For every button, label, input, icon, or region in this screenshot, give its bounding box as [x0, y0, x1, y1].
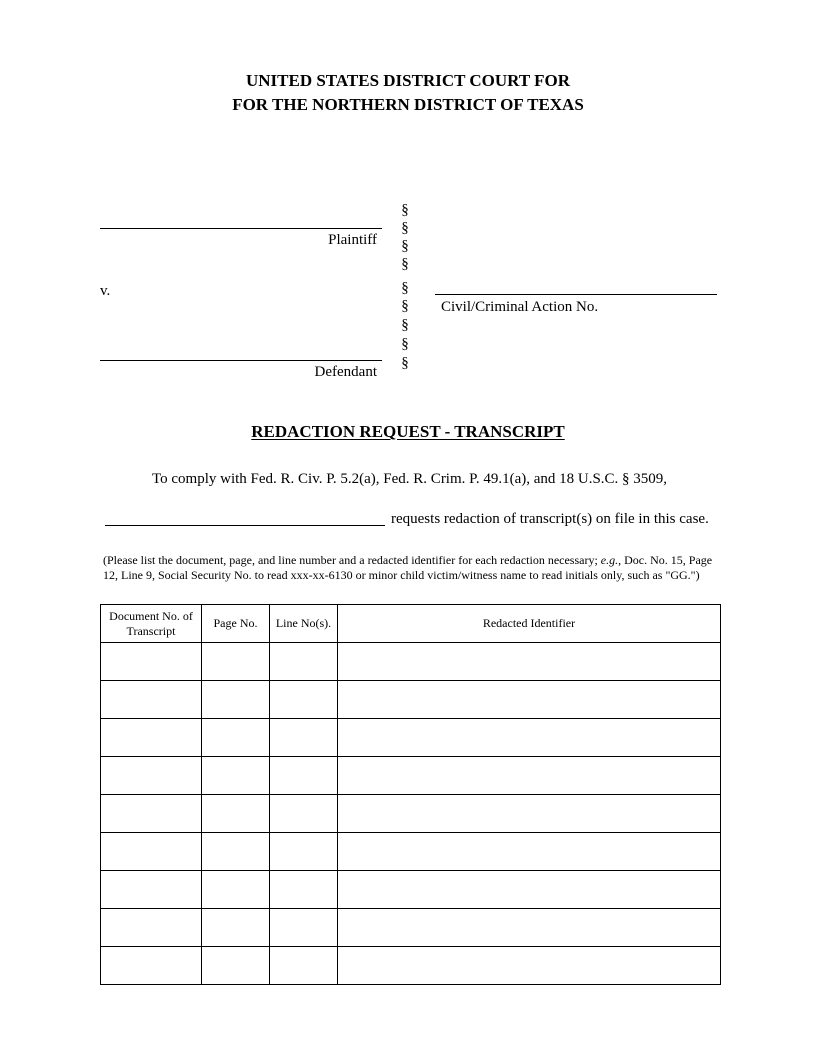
document-no-cell[interactable] — [101, 909, 202, 947]
versus-label: v. — [100, 283, 111, 299]
redacted-identifier-cell[interactable] — [338, 643, 721, 681]
defendant-name-line[interactable] — [100, 360, 382, 361]
action-number-label: Civil/Criminal Action No. — [441, 299, 599, 315]
instructions-part-2: , Doc. No. 15, Page 12, Line 9, Social Security No. to read xxx-xx-6130 or minor child victim/witness name to read initials only, such as "GG.") — [103, 553, 713, 582]
header-redacted-identifier: Redacted Identifier — [338, 605, 721, 643]
table-row — [101, 643, 721, 681]
section-symbol: § — [401, 336, 409, 352]
table-body — [101, 643, 721, 985]
instructions-text — [103, 553, 719, 583]
plaintiff-name-line[interactable] — [100, 228, 382, 229]
instructions-part-1: (Please list the document, page, and line number and a redacted identifier for each redaction necessary; — [103, 553, 601, 567]
line-nos-cell[interactable] — [270, 757, 338, 795]
line-nos-cell[interactable] — [270, 909, 338, 947]
header-page-no: Page No. — [202, 605, 270, 643]
section-symbol: § — [401, 202, 409, 218]
redacted-identifier-cell[interactable] — [338, 795, 721, 833]
redaction-table — [100, 604, 721, 985]
page-no-cell[interactable] — [202, 757, 270, 795]
document-no-cell[interactable] — [101, 643, 202, 681]
section-symbol: § — [401, 355, 409, 371]
section-symbol: § — [401, 298, 409, 314]
section-symbol: § — [401, 256, 409, 272]
section-symbol: § — [401, 220, 409, 236]
request-statement: requests redaction of transcript(s) on file in this case. — [391, 511, 709, 527]
document-no-cell[interactable] — [101, 947, 202, 985]
table-row — [101, 719, 721, 757]
redacted-identifier-cell[interactable] — [338, 681, 721, 719]
page-no-cell[interactable] — [202, 795, 270, 833]
redacted-identifier-cell[interactable] — [338, 719, 721, 757]
page-no-cell[interactable] — [202, 719, 270, 757]
page-no-cell[interactable] — [202, 833, 270, 871]
redacted-identifier-cell[interactable] — [338, 833, 721, 871]
court-name-line-1: UNITED STATES DISTRICT COURT FOR — [245, 71, 571, 90]
section-symbol: § — [401, 317, 409, 333]
form-title: REDACTION REQUEST - TRANSCRIPT — [251, 422, 565, 441]
compliance-statement: To comply with Fed. R. Civ. P. 5.2(a), Fed. R. Crim. P. 49.1(a), and 18 U.S.C. § 3509, — [152, 471, 668, 487]
line-nos-cell[interactable] — [270, 833, 338, 871]
table-header-row — [101, 605, 721, 643]
header-document-no: Document No. of Transcript — [101, 605, 202, 643]
page-no-cell[interactable] — [202, 909, 270, 947]
instructions-eg: e.g. — [600, 553, 619, 567]
form-title-wrap — [0, 421, 816, 443]
table-row — [101, 947, 721, 985]
table-row — [101, 833, 721, 871]
section-symbol: § — [401, 238, 409, 254]
court-name-line-2: FOR THE NORTHERN DISTRICT OF TEXAS — [232, 95, 584, 114]
redacted-identifier-cell[interactable] — [338, 947, 721, 985]
plaintiff-label: Plaintiff — [328, 232, 377, 248]
redacted-identifier-cell[interactable] — [338, 757, 721, 795]
document-no-cell[interactable] — [101, 757, 202, 795]
page-no-cell[interactable] — [202, 871, 270, 909]
redacted-identifier-cell[interactable] — [338, 871, 721, 909]
table-row — [101, 757, 721, 795]
page-no-cell[interactable] — [202, 643, 270, 681]
defendant-label: Defendant — [314, 364, 377, 380]
document-no-cell[interactable] — [101, 833, 202, 871]
section-symbol: § — [401, 280, 409, 296]
page-no-cell[interactable] — [202, 681, 270, 719]
line-nos-cell[interactable] — [270, 719, 338, 757]
line-nos-cell[interactable] — [270, 871, 338, 909]
line-nos-cell[interactable] — [270, 947, 338, 985]
action-number-line[interactable] — [435, 294, 717, 295]
page-no-cell[interactable] — [202, 947, 270, 985]
document-no-cell[interactable] — [101, 681, 202, 719]
document-no-cell[interactable] — [101, 795, 202, 833]
table-row — [101, 871, 721, 909]
line-nos-cell[interactable] — [270, 643, 338, 681]
document-no-cell[interactable] — [101, 719, 202, 757]
line-nos-cell[interactable] — [270, 795, 338, 833]
table-row — [101, 909, 721, 947]
header-line-nos: Line No(s). — [270, 605, 338, 643]
document-no-cell[interactable] — [101, 871, 202, 909]
table-row — [101, 795, 721, 833]
requesting-party-line[interactable] — [105, 525, 385, 526]
line-nos-cell[interactable] — [270, 681, 338, 719]
table-row — [101, 681, 721, 719]
redacted-identifier-cell[interactable] — [338, 909, 721, 947]
